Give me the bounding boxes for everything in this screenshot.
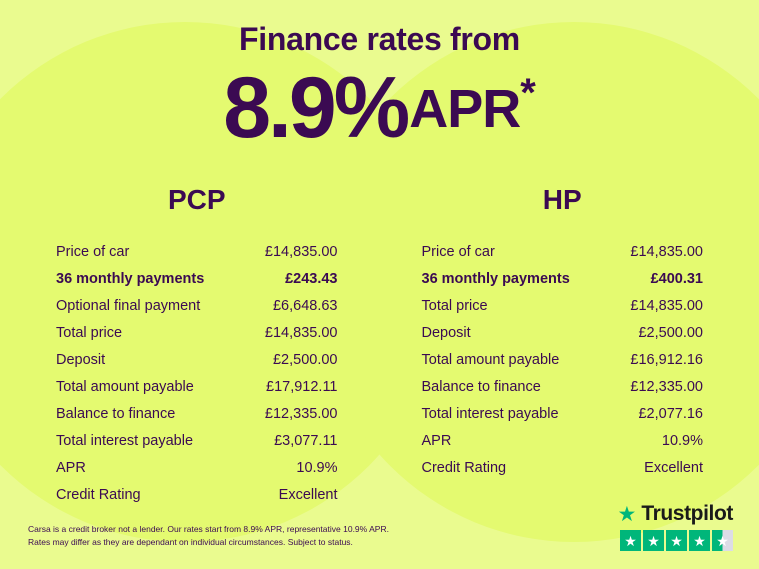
trustpilot-star-icon: ★	[617, 502, 637, 526]
star-icon: ★	[689, 530, 710, 551]
hp-column	[380, 184, 759, 508]
row-value: £14,835.00	[630, 297, 703, 314]
asterisk-icon: *	[520, 71, 536, 116]
table-row	[56, 427, 338, 454]
row-value: £14,835.00	[264, 324, 338, 341]
row-label: Deposit	[421, 324, 471, 341]
trustpilot-name: Trustpilot	[641, 502, 733, 525]
row-value: 10.9%	[296, 459, 338, 476]
row-value: £243.43	[285, 270, 338, 287]
row-value: £2,077.16	[638, 405, 703, 422]
table-row	[56, 346, 338, 373]
table-row	[56, 454, 338, 481]
pcp-title: PCP	[167, 184, 226, 216]
finance-comparison	[0, 184, 759, 508]
row-label: Total interest payable	[421, 405, 559, 422]
row-label: Total price	[56, 324, 123, 341]
row-value: £2,500.00	[272, 351, 338, 368]
row-value: £16,912.16	[630, 351, 703, 368]
row-label: Total amount payable	[56, 378, 194, 395]
row-label: 36 monthly payments	[56, 270, 205, 287]
row-label: Balance to finance	[56, 405, 176, 422]
table-row	[422, 427, 704, 454]
row-value: Excellent	[644, 459, 703, 476]
row-value: £6,648.63	[272, 297, 338, 314]
pcp-column	[0, 184, 380, 508]
table-row	[56, 265, 338, 292]
row-label: Total amount payable	[421, 351, 560, 368]
table-row	[422, 454, 704, 481]
row-label: Price of car	[421, 243, 495, 260]
table-row	[422, 346, 704, 373]
row-label: Credit Rating	[421, 459, 507, 476]
row-label: Deposit	[56, 351, 106, 368]
star-icon: ★	[643, 530, 664, 551]
row-label: Total interest payable	[56, 432, 194, 449]
trustpilot-logo	[618, 502, 734, 526]
hp-title: HP	[542, 184, 582, 216]
table-row	[56, 319, 338, 346]
star-half-icon: ★	[712, 530, 733, 551]
row-label: Optional final payment	[56, 297, 201, 314]
rate-display	[0, 59, 759, 158]
rate-apr-label: APR	[409, 78, 521, 139]
table-row	[422, 265, 704, 292]
row-label: 36 monthly payments	[421, 270, 570, 287]
trustpilot-stars	[618, 530, 734, 551]
row-value: £3,077.11	[274, 432, 338, 449]
table-row	[422, 400, 704, 427]
row-label: Balance to finance	[421, 378, 541, 395]
star-icon: ★	[666, 530, 687, 551]
disclaimer-line-1: Carsa is a credit broker not a lender. Our rates start from 8.9% APR, representative 10.9% APR.	[28, 523, 389, 534]
table-row	[56, 373, 338, 400]
row-value: £12,335.00	[264, 405, 338, 422]
table-row	[422, 319, 704, 346]
rate-number: 8.9%	[223, 60, 408, 157]
disclaimer-text	[28, 523, 389, 549]
table-row	[56, 400, 338, 427]
row-label: Credit Rating	[56, 486, 141, 503]
row-value: £12,335.00	[630, 378, 703, 395]
page-title: Finance rates from	[239, 21, 520, 57]
trustpilot-rating	[618, 502, 734, 551]
row-value: £400.31	[650, 270, 703, 287]
card-footer	[0, 495, 759, 569]
row-label: Price of car	[56, 243, 130, 260]
table-row	[56, 238, 338, 265]
row-value: £14,835.00	[264, 243, 338, 260]
row-value: £14,835.00	[630, 243, 703, 260]
row-value: £17,912.11	[266, 378, 338, 395]
row-value: £2,500.00	[638, 324, 703, 341]
row-label: APR	[421, 432, 452, 449]
row-value: Excellent	[278, 486, 338, 503]
row-label: Total price	[421, 297, 488, 314]
table-row	[422, 292, 704, 319]
disclaimer-line-2: Rates may differ as they are dependant on individual circumstances. Subject to status.	[28, 536, 353, 547]
row-label: APR	[56, 459, 86, 476]
star-icon: ★	[620, 530, 641, 551]
table-row	[422, 373, 704, 400]
table-row	[56, 292, 338, 319]
table-row	[422, 238, 704, 265]
row-value: 10.9%	[661, 432, 703, 449]
